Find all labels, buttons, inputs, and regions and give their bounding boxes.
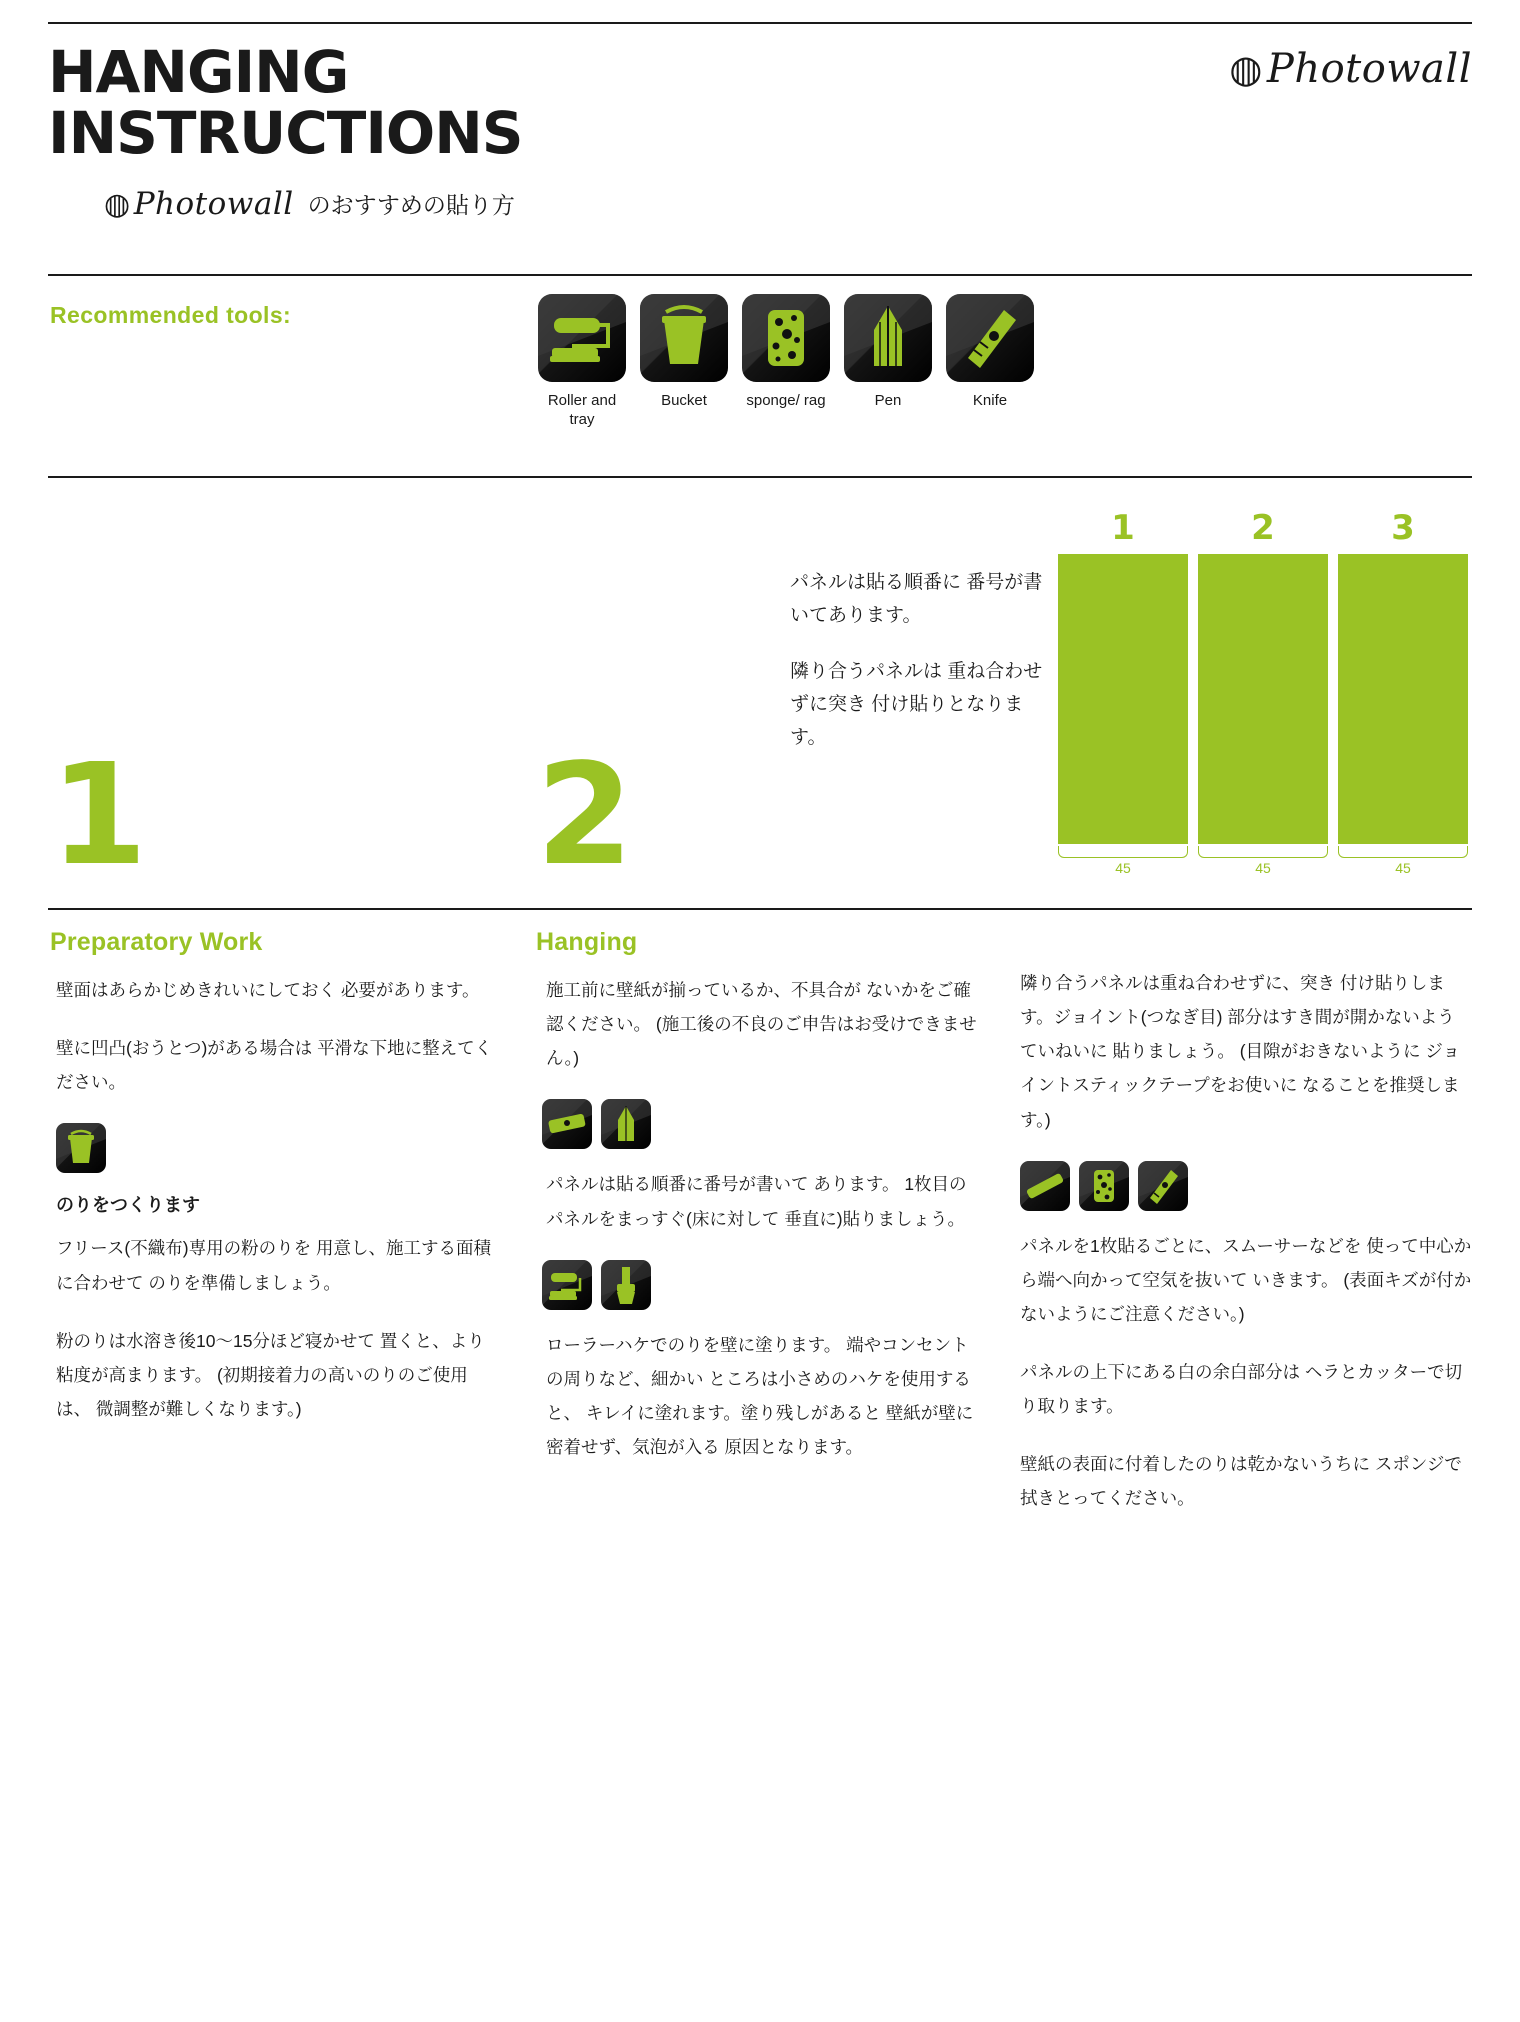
sponge-icon [742, 294, 830, 382]
column-hanging [534, 928, 1020, 1540]
tool-sponge [742, 294, 830, 430]
hanging-paragraph-2: パネルは貼る順番に番号が書いて あります。 1枚目のパネルをまっすぐ(床に対して 垂直に)貼りましょう。 [546, 1174, 967, 1229]
panel-dimension [1198, 846, 1328, 882]
tool-pen [844, 294, 932, 430]
tool-bucket [640, 294, 728, 430]
dimension-brace-icon [1338, 846, 1468, 858]
level-icon [542, 1099, 592, 1149]
dimension-brace-icon [1198, 846, 1328, 858]
tool-caption: Knife [972, 392, 1008, 409]
panel-number: 2 [1251, 508, 1275, 548]
column-preparatory-work [48, 928, 534, 1540]
paint-roller-icon [542, 1260, 592, 1310]
panel-note-1: パネルは貼る順番に 番号が書いてあります。 [790, 572, 1043, 627]
panel-diagram-notes [790, 566, 1050, 776]
bucket-icon [56, 1123, 106, 1173]
pencil-icon [844, 294, 932, 382]
panel-number: 1 [1111, 508, 1135, 548]
prep-subheading: のりをつくります [56, 1195, 200, 1216]
instruction-columns [48, 910, 1472, 1540]
step-number-2: 2 [536, 734, 634, 897]
logo-text: Photowall [1266, 46, 1472, 92]
panel-dimension [1058, 846, 1188, 882]
panel-boxes [1058, 554, 1468, 844]
step-number-1: 1 [50, 734, 148, 897]
finishing-paragraph-3: パネルの上下にある白の余白部分は ヘラとカッターで切り取ります。 [1020, 1362, 1463, 1417]
recommended-tools-section [48, 276, 1472, 476]
dimension-value: 45 [1115, 860, 1131, 876]
panel-dimensions [1058, 846, 1468, 882]
panel-number: 3 [1391, 508, 1415, 548]
dimension-value: 45 [1255, 860, 1271, 876]
photowall-logo-icon: ◍ [104, 186, 131, 222]
subtitle-row [104, 186, 1472, 222]
finishing-paragraph-1: 隣り合うパネルは重ね合わせずに、突き 付け貼りします。ジョイント(つなぎ目) 部分はすき間が開かないようていねいに 貼りましょう。 (目隙がおきないように ジョイントスティックテープをお使いに なることを推奨します。) [1020, 973, 1461, 1130]
column-spacer [1020, 928, 1472, 966]
dimension-brace-icon [1058, 846, 1188, 858]
tool-caption: Bucket [661, 392, 707, 409]
title-line-1: HANGING [48, 38, 349, 106]
steps-diagram-area [48, 478, 1472, 908]
column-heading: Hanging [536, 928, 638, 956]
page-header [48, 24, 1472, 274]
subtitle-japanese: のおすすめの貼り方 [307, 193, 515, 220]
photowall-logo-icon: ◍ [1229, 47, 1263, 91]
prep-paragraph-4: 粉のりは水溶き後10〜15分ほど寝かせて 置くと、より粘度が高まります。 (初期接着力の高いのりのご使用は、 微調整が難しくなります。) [56, 1330, 485, 1419]
brand-name: Photowall [133, 185, 294, 222]
tool-caption: Roller and tray [547, 392, 617, 428]
dimension-value: 45 [1395, 860, 1411, 876]
hanging-paragraph-1: 施工前に壁紙が揃っているか、不具合が ないかをご確認ください。 (施工後の不良のご申告はお受けできません。) [546, 980, 977, 1069]
logo-top-right [1229, 46, 1472, 92]
paint-roller-icon [538, 294, 626, 382]
smoother-icon [1020, 1161, 1070, 1211]
instruction-sheet [0, 22, 1520, 2022]
tool-roller [538, 294, 626, 430]
panel-numbers [1058, 508, 1468, 548]
prep-paragraph-2: 壁に凹凸(おうとつ)がある場合は 平滑な下地に整えてください。 [56, 1038, 493, 1093]
tool-caption: Pen [874, 392, 902, 409]
tool-caption: sponge/ rag [746, 392, 826, 409]
column-heading: Preparatory Work [50, 928, 263, 956]
finishing-paragraph-2: パネルを1枚貼るごとに、スムーサーなどを 使って中心から端へ向かって空気を抜いて いきます。 (表面キズが付かないようにご注意ください。) [1020, 1235, 1472, 1324]
tools-row [538, 294, 1034, 430]
brand-wordmark [104, 186, 294, 222]
finishing-paragraph-4: 壁紙の表面に付着したのりは乾かないうちに スポンジで拭きとってください。 [1020, 1454, 1462, 1509]
tool-knife [946, 294, 1034, 430]
knife-icon [946, 294, 1034, 382]
brush-icon [601, 1260, 651, 1310]
hanging-paragraph-3: ローラーハケでのりを壁に塗ります。 端やコンセントの周りなど、細かい ところは小さめのハケを使用すると、 キレイに塗れます。塗り残しがあると 壁紙が壁に密着せず、気泡が入る 原因となります。 [546, 1334, 974, 1457]
prep-paragraph-1: 壁面はあらかじめきれいにしておく 必要があります。 [56, 980, 480, 1000]
panel-dimension [1338, 846, 1468, 882]
panel-note-2: 隣り合うパネルは 重ね合わせずに突き 付け貼りとなります。 [790, 660, 1043, 748]
knife-icon [1138, 1161, 1188, 1211]
panel-diagram [1058, 508, 1468, 882]
title-line-2: INSTRUCTIONS [48, 98, 523, 167]
bucket-icon [640, 294, 728, 382]
finishing-icon-row [1020, 1161, 1472, 1211]
pencil-icon [601, 1099, 651, 1149]
prep-paragraph-3: フリース(不織布)専用の粉のりを 用意し、施工する面積に合わせて のりを準備しましょう。 [56, 1238, 491, 1293]
panel-box [1338, 554, 1468, 844]
sponge-icon [1079, 1161, 1129, 1211]
column-finishing [1020, 928, 1472, 1540]
prep-icon-row [56, 1123, 498, 1173]
panel-box [1058, 554, 1188, 844]
panel-box [1198, 554, 1328, 844]
hanging-icon-row-2 [542, 1260, 984, 1310]
hanging-icon-row-1 [542, 1099, 984, 1149]
recommended-tools-label: Recommended tools: [50, 302, 292, 328]
